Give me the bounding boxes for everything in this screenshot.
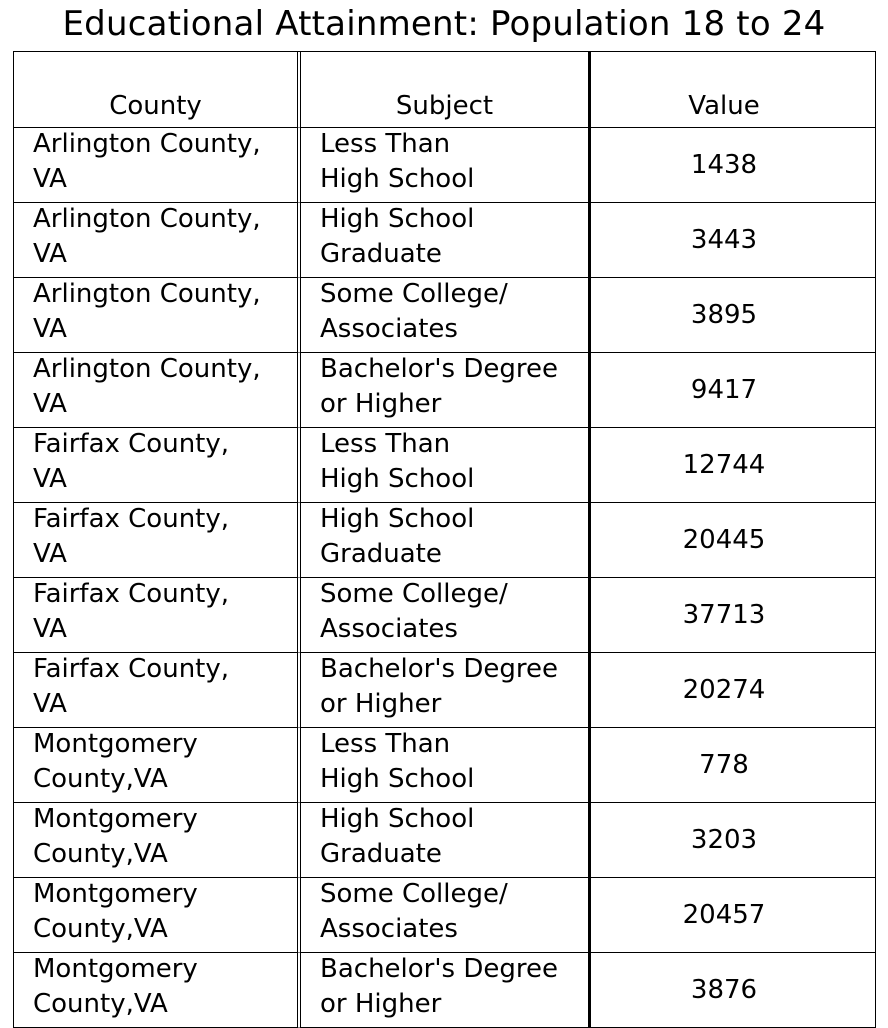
- cell-county-line: Arlington County,: [33, 354, 261, 384]
- cell-subject: [301, 503, 591, 578]
- table-row: [14, 803, 876, 878]
- cell-county-line: Montgomery: [33, 804, 198, 834]
- cell-value: 778: [591, 728, 876, 803]
- cell-county-line: Montgomery: [33, 879, 198, 909]
- cell-county-line: Fairfax County,: [33, 654, 230, 684]
- cell-subject-line: or Higher: [320, 389, 442, 419]
- cell-subject: [301, 653, 591, 728]
- column-header-county: County: [14, 52, 301, 128]
- cell-county-line: Arlington County,: [33, 129, 261, 159]
- cell-county-line: VA: [33, 389, 67, 419]
- cell-county: [14, 278, 301, 353]
- cell-subject-line: Bachelor's Degree: [320, 654, 558, 684]
- cell-subject-line: High School: [320, 764, 475, 794]
- cell-county: [14, 128, 301, 203]
- table-row: [14, 878, 876, 953]
- table-body: [14, 128, 876, 1028]
- cell-subject: [301, 578, 591, 653]
- cell-subject-line: or Higher: [320, 989, 442, 1019]
- table-header: [14, 52, 876, 128]
- cell-county: [14, 953, 301, 1028]
- cell-county-line: VA: [33, 464, 67, 494]
- cell-value: 20457: [591, 878, 876, 953]
- cell-county-line: VA: [33, 239, 67, 269]
- cell-subject-line: Associates: [320, 914, 458, 944]
- cell-county-line: County,VA: [33, 764, 168, 794]
- cell-county-line: Arlington County,: [33, 279, 261, 309]
- cell-value: 12744: [591, 428, 876, 503]
- data-table: [13, 51, 876, 1028]
- column-header-subject: Subject: [301, 52, 591, 128]
- cell-county-line: County,VA: [33, 914, 168, 944]
- cell-subject: [301, 803, 591, 878]
- cell-county: [14, 803, 301, 878]
- cell-value: 3203: [591, 803, 876, 878]
- cell-county-line: Montgomery: [33, 729, 198, 759]
- table-row: [14, 128, 876, 203]
- cell-subject: [301, 128, 591, 203]
- table-row: [14, 278, 876, 353]
- cell-subject: [301, 353, 591, 428]
- cell-county-line: VA: [33, 689, 67, 719]
- cell-subject: [301, 728, 591, 803]
- cell-county-line: VA: [33, 314, 67, 344]
- column-header-value: Value: [591, 52, 876, 128]
- table-row: [14, 653, 876, 728]
- cell-county-line: Fairfax County,: [33, 579, 230, 609]
- cell-subject-line: Some College/: [320, 279, 508, 309]
- cell-county-line: County,VA: [33, 839, 168, 869]
- cell-subject-line: Bachelor's Degree: [320, 954, 558, 984]
- cell-county-line: Arlington County,: [33, 204, 261, 234]
- cell-value: 3876: [591, 953, 876, 1028]
- cell-county: [14, 428, 301, 503]
- cell-county: [14, 503, 301, 578]
- cell-subject-line: Some College/: [320, 579, 508, 609]
- cell-county-line: VA: [33, 614, 67, 644]
- cell-county-line: Montgomery: [33, 954, 198, 984]
- cell-subject-line: Associates: [320, 314, 458, 344]
- cell-subject-line: Less Than: [320, 729, 451, 759]
- cell-subject: [301, 428, 591, 503]
- cell-county-line: VA: [33, 164, 67, 194]
- cell-subject-line: High School: [320, 504, 475, 534]
- cell-subject-line: Some College/: [320, 879, 508, 909]
- chart-title: Educational Attainment: Population 18 to 24: [62, 4, 826, 44]
- cell-subject-line: High School: [320, 804, 475, 834]
- table-row: [14, 353, 876, 428]
- cell-county-line: County,VA: [33, 989, 168, 1019]
- cell-county: [14, 578, 301, 653]
- cell-subject-line: Less Than: [320, 129, 451, 159]
- cell-subject-line: Less Than: [320, 429, 451, 459]
- table-row: [14, 428, 876, 503]
- cell-county-line: Fairfax County,: [33, 429, 230, 459]
- cell-county-line: VA: [33, 539, 67, 569]
- table-row: [14, 503, 876, 578]
- cell-county: [14, 878, 301, 953]
- cell-county: [14, 728, 301, 803]
- cell-value: 20274: [591, 653, 876, 728]
- table-row: [14, 203, 876, 278]
- cell-county: [14, 353, 301, 428]
- cell-value: 37713: [591, 578, 876, 653]
- cell-value: 3443: [591, 203, 876, 278]
- cell-subject-line: High School: [320, 164, 475, 194]
- cell-subject-line: Associates: [320, 614, 458, 644]
- cell-subject-line: or Higher: [320, 689, 442, 719]
- cell-subject: [301, 953, 591, 1028]
- cell-value: 20445: [591, 503, 876, 578]
- cell-subject: [301, 203, 591, 278]
- cell-subject: [301, 878, 591, 953]
- table-row: [14, 953, 876, 1028]
- cell-subject-line: Graduate: [320, 239, 442, 269]
- cell-value: 1438: [591, 128, 876, 203]
- cell-subject-line: Graduate: [320, 839, 442, 869]
- cell-subject-line: High School: [320, 464, 475, 494]
- header-row: [14, 52, 876, 128]
- cell-value: 9417: [591, 353, 876, 428]
- cell-subject: [301, 278, 591, 353]
- cell-subject-line: High School: [320, 204, 475, 234]
- cell-county: [14, 203, 301, 278]
- cell-subject-line: Graduate: [320, 539, 442, 569]
- table-row: [14, 578, 876, 653]
- cell-subject-line: Bachelor's Degree: [320, 354, 558, 384]
- cell-county: [14, 653, 301, 728]
- cell-county-line: Fairfax County,: [33, 504, 230, 534]
- table-row: [14, 728, 876, 803]
- cell-value: 3895: [591, 278, 876, 353]
- data-table-container: [13, 51, 875, 1019]
